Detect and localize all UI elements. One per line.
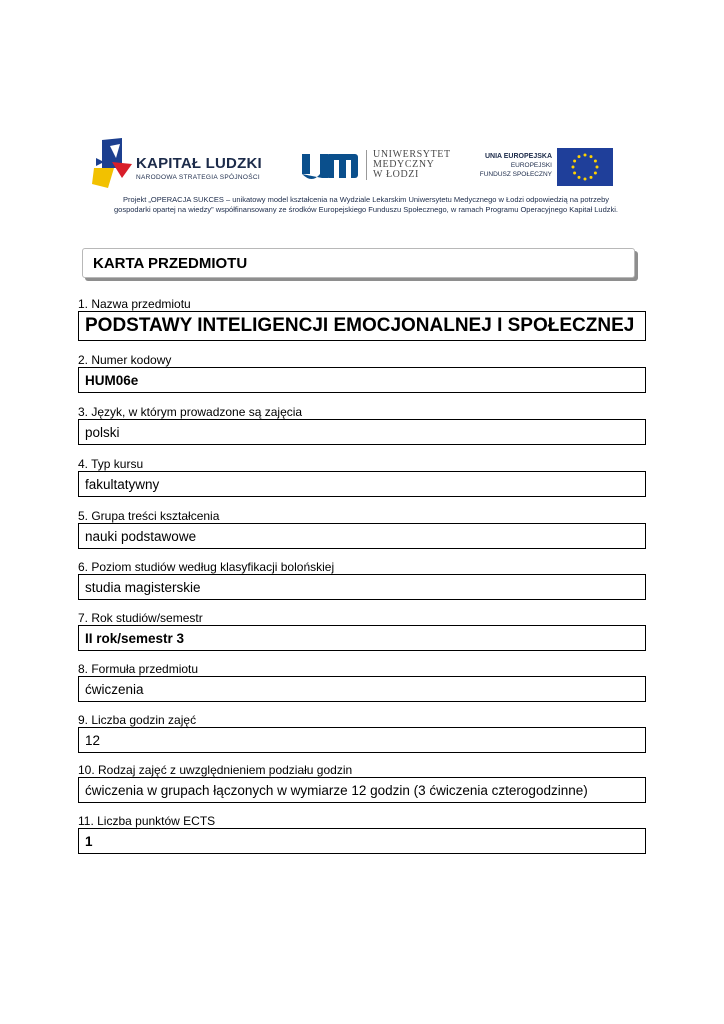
field-label: 8. Formuła przedmiotu xyxy=(78,662,199,676)
field-study-level xyxy=(78,560,646,600)
university-line3: W ŁODZI xyxy=(373,169,419,180)
um-logo-icon xyxy=(302,150,358,182)
field-label: 3. Język, w którym prowadzone są zajęcia xyxy=(78,405,303,419)
field-label: 1. Nazwa przedmiotu xyxy=(78,297,191,311)
field-label: 7. Rok studiów/semestr xyxy=(78,611,203,625)
field-content-group xyxy=(78,509,646,549)
field-value: II rok/semestr 3 xyxy=(78,625,646,651)
project-note: Projekt „OPERACJA SUKCES – unikatowy model kształcenia na Wydziale Lekarskim Uniwersytetu Medycznego w Łodzi odpowiedzią na potrzeby gospodarki opartej na wiedzy” współfinansowany ze środków Europejskiego Funduszu Społecznego, w ramach Programu Operacyjnego Kapitał Ludzki. xyxy=(113,195,619,214)
card-title: KARTA PRZEDMIOTU xyxy=(93,255,248,272)
field-ects xyxy=(78,814,646,854)
field-hours xyxy=(78,713,646,753)
field-value: studia magisterskie xyxy=(78,574,646,600)
eu-text xyxy=(472,152,552,179)
field-label: 2. Numer kodowy xyxy=(78,353,172,367)
university-line1: UNIWERSYTET xyxy=(373,149,451,160)
field-course-type xyxy=(78,457,646,497)
field-label: 10. Rodzaj zajęć z uwzględnieniem podziału godzin xyxy=(78,763,353,777)
field-value: PODSTAWY INTELIGENCJI EMOCJONALNEJ I SPOŁECZNEJ xyxy=(78,311,646,341)
university-name xyxy=(366,150,451,180)
field-label: 11. Liczba punktów ECTS xyxy=(78,814,216,828)
kapital-ludzki-emblem-icon xyxy=(92,138,132,190)
card-header xyxy=(82,248,635,278)
field-value: ćwiczenia xyxy=(78,676,646,702)
field-value: ćwiczenia w grupach łączonych w wymiarze 12 godzin (3 ćwiczenia czterogodzinne) xyxy=(78,777,646,803)
field-value: nauki podstawowe xyxy=(78,523,646,549)
eu-line2: EUROPEJSKI xyxy=(510,162,552,169)
field-value: fakultatywny xyxy=(78,471,646,497)
eu-line3: FUNDUSZ SPOŁECZNY xyxy=(479,171,552,178)
field-language xyxy=(78,405,646,445)
field-value: 1 xyxy=(78,828,646,854)
header-logos xyxy=(86,138,626,190)
field-value: polski xyxy=(78,419,646,445)
field-course-formula xyxy=(78,662,646,702)
field-label: 4. Typ kursu xyxy=(78,457,144,471)
kapital-ludzki-title: KAPITAŁ LUDZKI xyxy=(136,155,262,172)
field-course-name xyxy=(78,297,646,341)
kapital-ludzki-subtitle: NARODOWA STRATEGIA SPÓJNOŚCI xyxy=(136,174,260,181)
field-label: 9. Liczba godzin zajęć xyxy=(78,713,197,727)
field-value: 12 xyxy=(78,727,646,753)
field-label: 6. Poziom studiów według klasyfikacji bolońskiej xyxy=(78,560,335,574)
kapital-ludzki-logo xyxy=(136,156,262,181)
field-year-semester xyxy=(78,611,646,651)
university-line2: MEDYCZNY xyxy=(373,159,435,170)
field-label: 5. Grupa treści kształcenia xyxy=(78,509,220,523)
field-value: HUM06e xyxy=(78,367,646,393)
eu-line1: UNIA EUROPEJSKA xyxy=(484,153,552,160)
field-class-type xyxy=(78,763,646,803)
eu-flag-icon xyxy=(557,148,613,186)
field-code xyxy=(78,353,646,393)
